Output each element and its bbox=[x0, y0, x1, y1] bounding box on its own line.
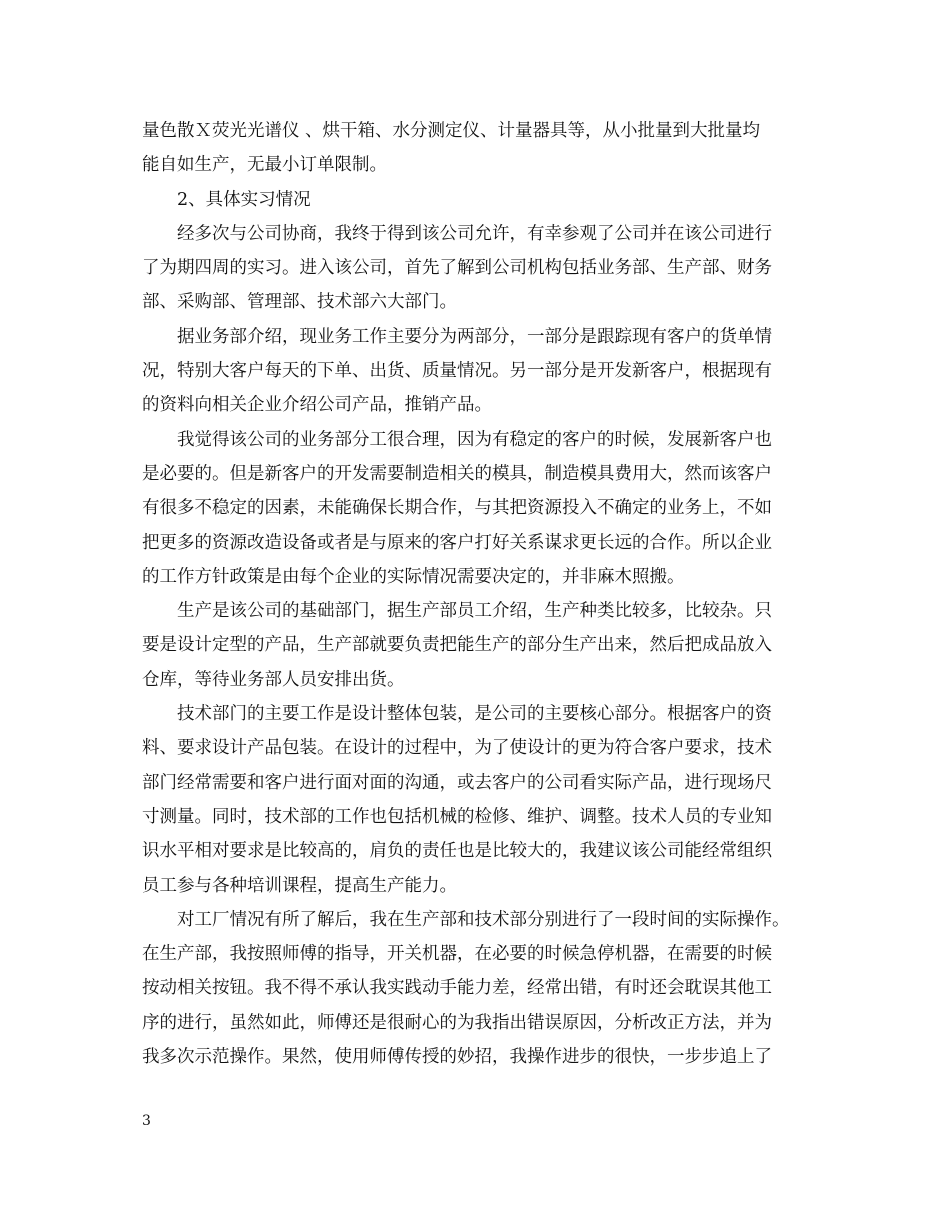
text-line: 我多次示范操作。果然，使用师傅传授的妙招，我操作进步的很快，一步步追上了 bbox=[142, 1047, 772, 1068]
text-line: 要是设计定型的产品，生产部就要负责把能生产的部分生产出来，然后把成品放入 bbox=[142, 635, 772, 656]
text-line: 2、具体实习情况 bbox=[177, 189, 311, 210]
text-line: 识水平相对要求是比较高的，肩负的责任也是比较大的，我建议该公司能经常组织 bbox=[142, 841, 772, 862]
text-line: 寸测量。同时，技术部的工作也包括机械的检修、维护、调整。技术人员的专业知 bbox=[142, 806, 772, 827]
text-line: 有很多不稳定的因素，未能确保长期合作，与其把资源投入不确定的业务上，不如 bbox=[142, 498, 772, 519]
text-line: 按动相关按钮。我不得不承认我实践动手能力差，经常出错，有时还会耽误其他工 bbox=[142, 978, 772, 999]
text-line: 能自如生产，无最小订单限制。 bbox=[142, 155, 387, 176]
text-line: 经多次与公司协商，我终于得到该公司允许，有幸参观了公司并在该公司进行 bbox=[177, 223, 772, 244]
body-text bbox=[142, 114, 810, 1074]
text-line: 的工作方针政策是由每个企业的实际情况需要决定的，并非麻木照搬。 bbox=[142, 566, 685, 587]
text-line: 部门经常需要和客户进行面对面的沟通，或去客户的公司看实际产品，进行现场尺 bbox=[142, 772, 772, 793]
page-number: 3 bbox=[142, 1113, 151, 1129]
text-line: 我觉得该公司的业务部分工很合理，因为有稳定的客户的时候，发展新客户也 bbox=[177, 429, 772, 450]
text-line: 量色散Ｘ荧光光谱仪 、烘干箱、水分测定仪、计量器具等，从小批量到大批量均 bbox=[142, 121, 761, 141]
text-line: 对工厂情况有所了解后，我在生产部和技术部分别进行了一段时间的实际操作。 bbox=[177, 909, 790, 930]
text-line: 况，特别大客户每天的下单、出货、质量情况。另一部分是开发新客户，根据现有 bbox=[142, 361, 772, 382]
text-line: 的资料向相关企业介绍公司产品，推销产品。 bbox=[142, 395, 492, 416]
text-line: 在生产部，我按照师傅的指导，开关机器，在必要的时候急停机器，在需要的时候 bbox=[142, 944, 772, 965]
text-line: 据业务部介绍，现业务工作主要分为两部分，一部分是跟踪现有客户的货单情 bbox=[177, 326, 772, 347]
text-line: 料、要求设计产品包装。在设计的过程中，为了使设计的更为符合客户要求，技术 bbox=[142, 738, 772, 759]
text-line: 是必要的。但是新客户的开发需要制造相关的模具，制造模具费用大，然而该客户 bbox=[142, 463, 772, 484]
text-line: 了为期四周的实习。进入该公司，首先了解到公司机构包括业务部、生产部、财务 bbox=[142, 258, 772, 279]
text-line: 生产是该公司的基础部门，据生产部员工介绍，生产种类比较多，比较杂。只 bbox=[177, 601, 772, 622]
text-line: 部、采购部、管理部、技术部六大部门。 bbox=[142, 292, 457, 313]
text-line: 员工参与各种培训课程，提高生产能力。 bbox=[142, 875, 457, 896]
text-line: 把更多的资源改造设备或者是与原来的客户打好关系谋求更长远的合作。所以企业 bbox=[142, 532, 772, 553]
text-line: 仓库，等待业务部人员安排出货。 bbox=[142, 669, 405, 690]
text-line: 技术部门的主要工作是设计整体包装，是公司的主要核心部分。根据客户的资 bbox=[177, 704, 772, 725]
text-line: 序的进行，虽然如此，师傅还是很耐心的为我指出错误原因，分析改正方法，并为 bbox=[142, 1012, 772, 1033]
